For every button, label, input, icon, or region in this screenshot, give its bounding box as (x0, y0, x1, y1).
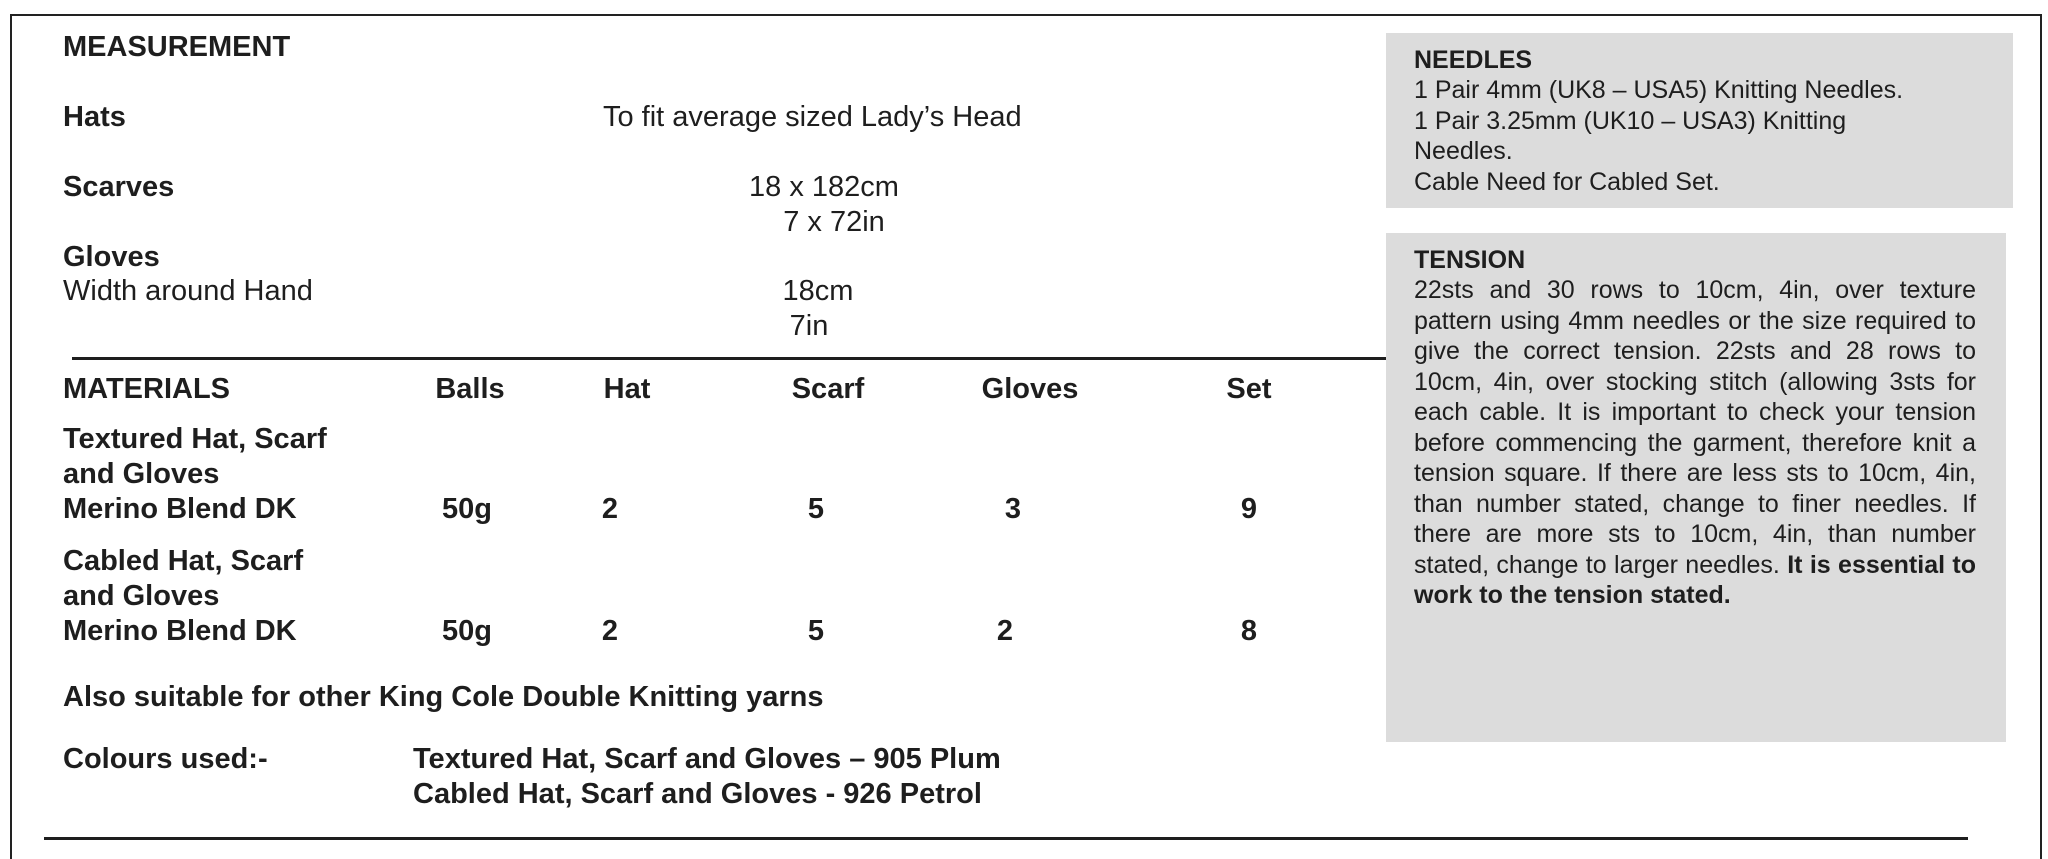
needles-box (1386, 33, 2013, 208)
row1-gloves: 3 (1004, 493, 1022, 525)
scarves-label: Scarves (63, 171, 175, 203)
col-header-set: Set (1226, 373, 1272, 405)
needles-list (1414, 75, 1974, 197)
row2-gloves: 2 (996, 615, 1014, 647)
also-suitable-note: Also suitable for other King Cole Double Knitting yarns (63, 681, 824, 713)
needles-line-3: Cable Need for Cabled Set. (1414, 167, 1720, 196)
measurement-heading: MEASUREMENT (63, 31, 291, 63)
section-divider (72, 357, 1388, 360)
row2-hat: 2 (601, 615, 619, 647)
row1-set: 9 (1240, 493, 1258, 525)
hats-value: To fit average sized Lady’s Head (603, 101, 1022, 133)
needles-title: NEEDLES (1414, 46, 1533, 74)
needles-line-2: 1 Pair 3.25mm (UK10 – USA3) Knitting Needles. (1414, 106, 1847, 165)
gloves-value-cm: 18cm (782, 275, 854, 307)
tension-body (1414, 275, 1976, 611)
colour-line-2: Cabled Hat, Scarf and Gloves - 926 Petrol (413, 778, 982, 810)
tension-title: TENSION (1414, 246, 1526, 274)
colour-line-1: Textured Hat, Scarf and Gloves – 905 Plum (413, 743, 1001, 775)
col-header-balls: Balls (435, 373, 505, 405)
row1-balls: 50g (442, 493, 492, 525)
tension-text: 22sts and 30 rows to 10cm, 4in, over texture pattern using 4mm needles or the size required to give the correct tension. 22sts and 28 rows to 10cm, 4in, over stocking stitch (allowing 3sts for each cable. It is important to check your tension before commencing the garment, therefore knit a tension square. If there are less sts to 10cm, 4in, than number stated, change to finer needles. If there are more sts to 10cm, 4in, than number stated, change to larger needles. (1414, 276, 1976, 579)
row2-name-line1: Cabled Hat, Scarf (63, 545, 304, 577)
col-header-scarf: Scarf (791, 373, 865, 405)
row2-scarf: 5 (807, 615, 825, 647)
row1-hat: 2 (601, 493, 619, 525)
row1-name-line1: Textured Hat, Scarf (63, 423, 327, 455)
row2-name-line2: and Gloves (63, 580, 220, 612)
col-header-gloves: Gloves (981, 373, 1079, 405)
row2-balls: 50g (442, 615, 492, 647)
row1-scarf: 5 (807, 493, 825, 525)
tension-box (1386, 233, 2006, 742)
tension-emphasis: It is essential to work to the tension stated. (1414, 550, 1977, 609)
row2-name-line3: Merino Blend DK (63, 615, 297, 647)
col-header-hat: Hat (603, 373, 651, 405)
row2-set: 8 (1240, 615, 1258, 647)
colours-label: Colours used:- (63, 743, 268, 775)
bottom-divider (44, 837, 1968, 840)
materials-heading: MATERIALS (63, 373, 231, 405)
scarves-value-in: 7 x 72in (783, 206, 885, 238)
scarves-value-cm: 18 x 182cm (749, 171, 899, 203)
row1-name-line2: and Gloves (63, 458, 220, 490)
row1-name-line3: Merino Blend DK (63, 493, 297, 525)
gloves-sublabel: Width around Hand (63, 275, 313, 307)
gloves-label: Gloves (63, 241, 160, 273)
gloves-value-in: 7in (789, 310, 829, 342)
needles-line-1: 1 Pair 4mm (UK8 – USA5) Knitting Needles. (1414, 76, 1904, 104)
hats-label: Hats (63, 101, 126, 133)
